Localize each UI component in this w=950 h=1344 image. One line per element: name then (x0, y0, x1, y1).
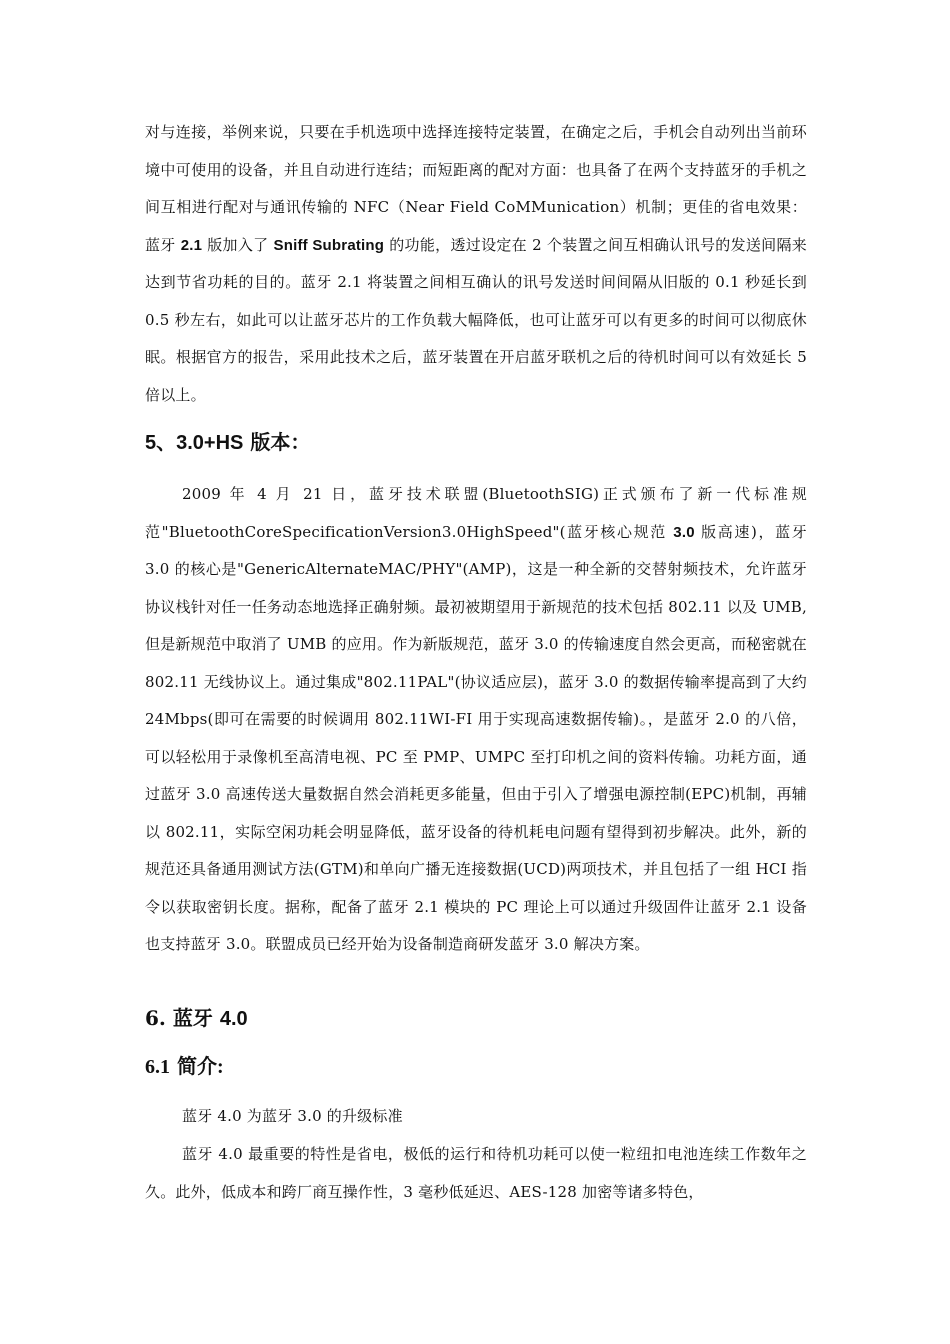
section-number: 6. (145, 1006, 166, 1030)
paragraph-text: 版高速)，蓝牙 3.0 的核心是"GenericAlternateMAC/PHY"(AMP)，这是一种全新的交替射频技术，允许蓝牙协议栈针对任一任务动态地选择正确射频。最初被期望用于新规范的技术包括 802.11 以及 UMB,但是新规范中取消了 UMB 的应用。作为新版规范，蓝牙 3.0 的传输速度自然会更高，而秘密就在 802.11 无线协议上。通过集成"802.11PAL"(协议适应层)，蓝牙 3.0 的数据传输率提高到了大约 24Mbps(即可在需要的时候调用 802.11WI-FI 用于实现高速数据传输)。，是蓝牙 2.0 的八倍，可以轻松用于录像机至高清电视、PC 至 PMP、UMPC 至打印机之间的资料传输。功耗方面，通过蓝牙 3.0 高速传送大量数据自然会消耗更多能量，但由于引入了增强电源控制(EPC)机制，再辅以 802.11，实际空闲功耗会明显降低，蓝牙设备的待机耗电问题有望得到初步解决。此外，新的规范还具备通用测试方法(GTM)和单向广播无连接数据(UCD)两项技术，并且包括了一组 HCI 指令以获取密钥长度。据称，配备了蓝牙 2.1 模块的 PC 理论上可以通过升级固件让蓝牙 2.1 设备也支持蓝牙 3.0。联盟成员已经开始为设备制造商研发蓝牙 3.0 解决方案。 (145, 522, 807, 953)
section-number: 6.1 (145, 1056, 170, 1078)
section-colon: : (216, 1056, 224, 1078)
section-title: 蓝牙 (165, 1006, 220, 1030)
paragraph-text: 的功能，透过设定在 2 个装置之间互相确认讯号的发送间隔来达到节省功耗的目的。蓝牙 2.1 将装置之间相互确认的讯号发送时间间隔从旧版的 0.1 秒延长到 0.5 秒左右，如此可以让蓝牙芯片的工作负载大幅降低，也可让蓝牙可以有更多的时间可以彻底休眠。根据官方的报告，采用此技术之后，蓝牙装置在开启蓝牙联机之后的待机时间可以有效延长 5 倍以上。 (145, 235, 808, 404)
paragraph-bluetooth-4-0-features: 蓝牙 4.0 最重要的特性是省电，极低的运行和待机功耗可以使一粒纽扣电池连续工作数年之久。此外，低成本和跨厂商互操作性，3 毫秒低延迟、AES-128 加密等诸多特色， (145, 1145, 807, 1201)
paragraph-bluetooth-2-1 (145, 114, 807, 414)
paragraph-text: 版加入了 (202, 235, 274, 254)
section-heading-6 (145, 1003, 248, 1034)
paragraph-text: 对与连接，举例来说，只要在手机选项中选择连接特定装置，在确定之后，手机会自动列出当前环境中可使用的设备，并且自动进行连结；而短距离的配对方面：也具备了在两个支持蓝牙的手机之间互相进行配对与通讯传输的 NFC（Near Field CoMMunication）机制；更佳的省电效果：蓝牙 (145, 123, 807, 254)
section-heading-5 (145, 427, 310, 458)
paragraph-bluetooth-3-0 (145, 476, 807, 964)
section-version: 4.0 (219, 1008, 248, 1030)
paragraph-text: 2009 年 4 月 21 日，蓝牙技术联盟(BluetoothSIG)正式颁布了新一代标准规范"BluetoothCoreSpecificationVersion3.0HighSpeed"(蓝牙核心规范 (145, 485, 807, 541)
bold-version: 2.1 (180, 236, 203, 254)
bold-feature-name: Sniff Subrating (273, 236, 385, 254)
section-title: 版本： (243, 430, 311, 454)
paragraph-bluetooth-4-0-intro: 蓝牙 4.0 为蓝牙 3.0 的升级标准 (182, 1107, 403, 1125)
section-number: 5、3.0+HS (145, 432, 244, 454)
bold-version: 3.0 (673, 523, 695, 541)
section-heading-6-1 (145, 1051, 224, 1082)
section-title: 简介 (170, 1054, 217, 1078)
